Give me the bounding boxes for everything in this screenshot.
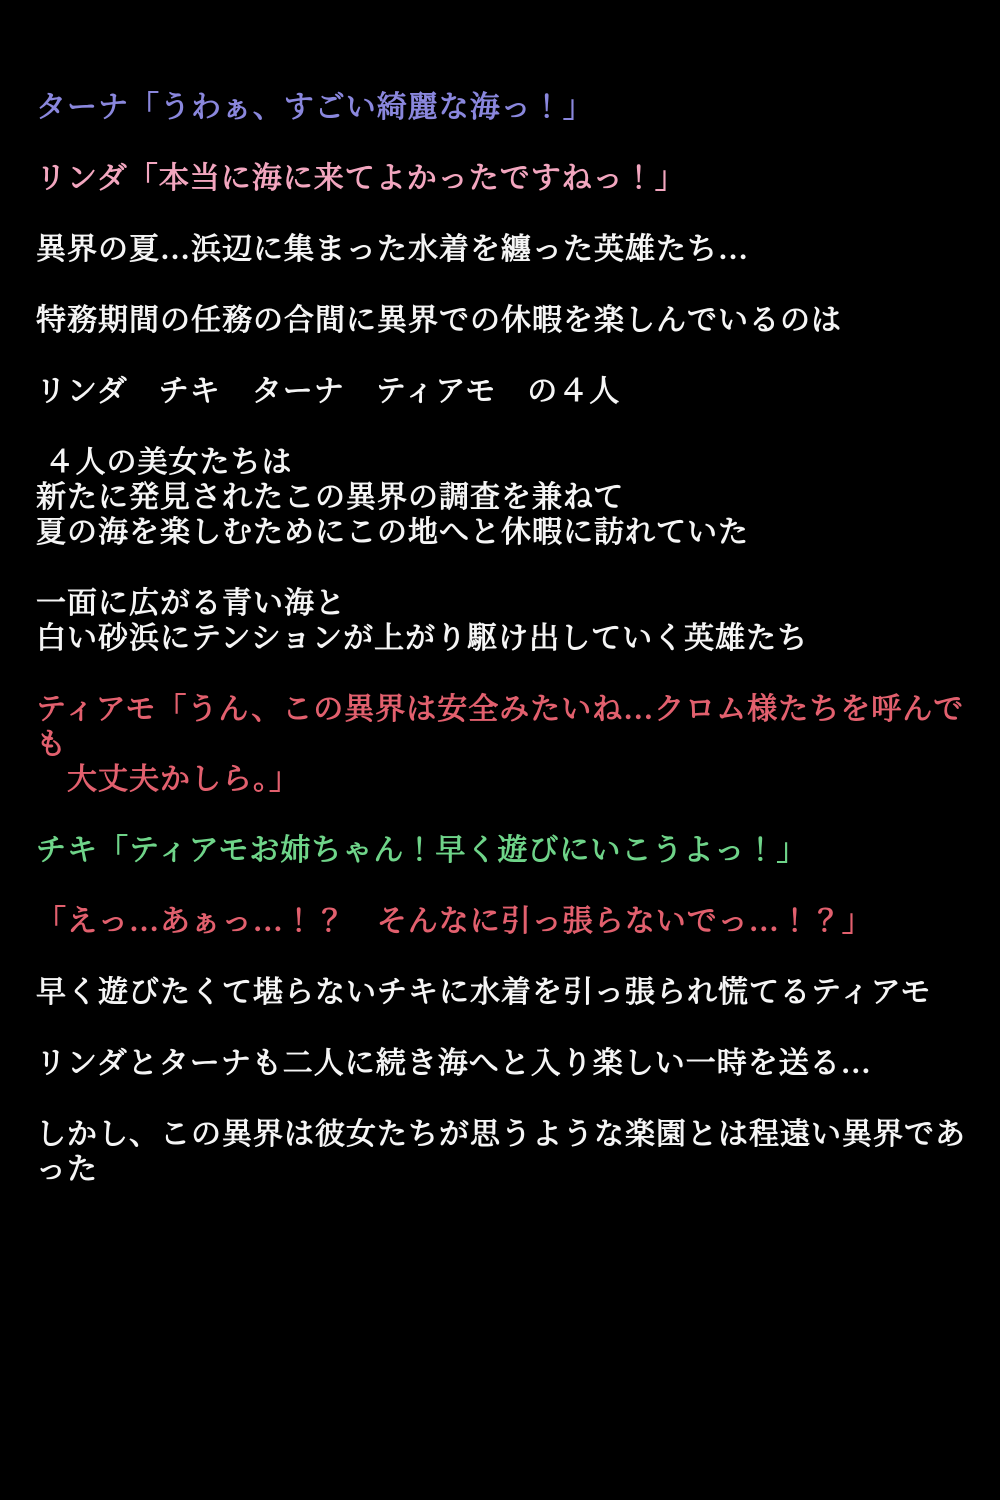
narration-line: リンダとターナも二人に続き海へと入り楽しい一時を送る… xyxy=(36,1047,872,1080)
narration-line: 一面に広がる青い海と xyxy=(36,587,346,620)
dialogue-line: リンダ「本当に海に来てよかったですねっ！」 xyxy=(36,162,686,195)
dialogue-tiki xyxy=(36,833,980,868)
narration-line: 新たに発見されたこの異界の調査を兼ねて xyxy=(36,481,625,514)
dialogue-line: ティアモ「うん、この異界は安全みたいね…クロム様たちを呼んでも xyxy=(36,693,965,761)
narration-vacation-purpose xyxy=(36,445,980,550)
dialogue-line: チキ「ティアモお姉ちゃん！早く遊びにいこうよっ！」 xyxy=(36,834,808,867)
narration-line: 白い砂浜にテンションが上がり駆け出していく英雄たち xyxy=(36,622,809,655)
dialogue-line: 大丈夫かしら。」 xyxy=(36,763,300,796)
narration-foreshadowing xyxy=(36,1117,980,1187)
narration-line: しかし、この異界は彼女たちが思うような楽園とは程遠い異界であった xyxy=(36,1118,966,1186)
narration-mission-break xyxy=(36,303,980,338)
dialogue-tiamo-surprised xyxy=(36,904,980,939)
narration-member-list xyxy=(36,374,980,409)
dialogue-tiamo xyxy=(36,692,980,797)
narration-line: リンダ チキ ターナ ティアモ の４人 xyxy=(36,375,621,408)
narration-summer-intro xyxy=(36,232,980,267)
narration-fun-time xyxy=(36,1046,980,1081)
narration-beach-scene xyxy=(36,586,980,656)
dialogue-tana xyxy=(36,90,980,125)
narration-line: 異界の夏…浜辺に集まった水着を纏った英雄たち… xyxy=(36,233,749,266)
dialogue-linda xyxy=(36,161,980,196)
narration-line: 特務期間の任務の合間に異界での休暇を楽しんでいるのは xyxy=(36,304,842,337)
dialogue-line: ターナ「うわぁ、すごい綺麗な海っ！」 xyxy=(36,91,594,124)
narration-tiki-pulls xyxy=(36,975,980,1010)
narration-line: 早く遊びたくて堪らないチキに水着を引っ張られ慌てるティアモ xyxy=(36,976,932,1009)
narration-line: ４人の美女たちは xyxy=(36,446,293,479)
dialogue-line: 「えっ…あぁっ…！？ そんなに引っ張らないでっ…！？」 xyxy=(36,905,873,938)
narration-line: 夏の海を楽しむためにこの地へと休暇に訪れていた xyxy=(36,516,749,549)
